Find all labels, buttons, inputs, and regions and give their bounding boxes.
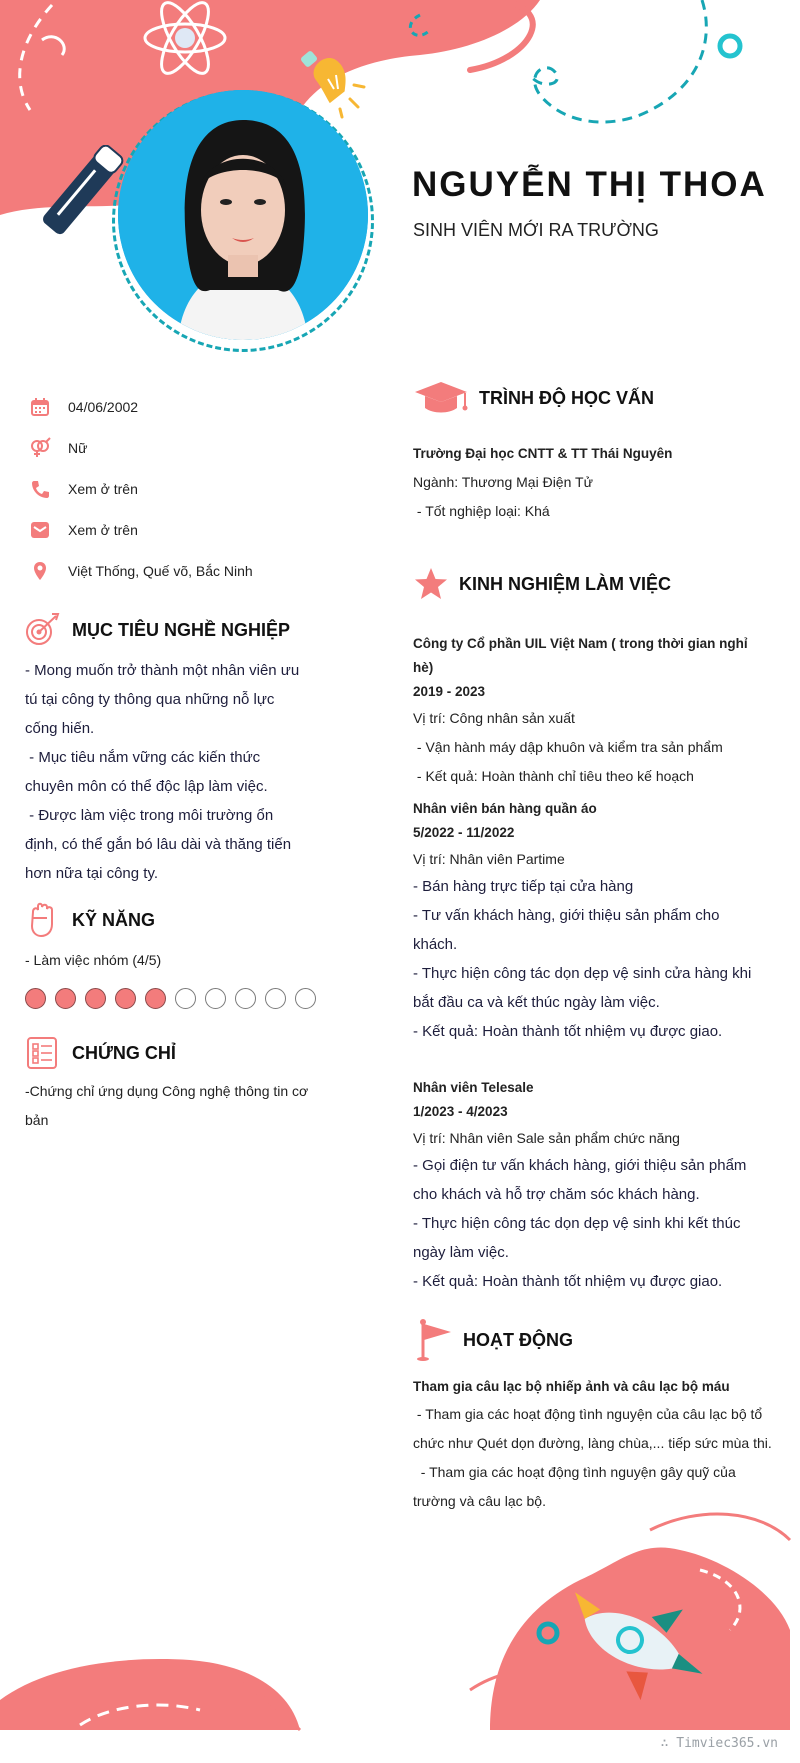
education-content <box>413 442 768 523</box>
job-entry <box>413 632 768 788</box>
email-icon <box>28 518 52 542</box>
job-company: Nhân viên bán hàng quần áo <box>413 801 597 816</box>
phone-icon <box>28 477 52 501</box>
rating-dot <box>295 988 316 1009</box>
major: Ngành: Thương Mại Điện Tử <box>413 474 593 490</box>
job-detail: - Tư vấn khách hàng, giới thiệu sản phẩm cho <box>413 907 720 924</box>
objective-line: - Mục tiêu nắm vững các kiến thức <box>25 749 261 766</box>
candidate-role: SINH VIÊN MỚI RA TRƯỜNG <box>413 220 659 240</box>
job-position: Vị trí: Nhân viên Partime <box>413 851 565 867</box>
contact-text: 04/06/2002 <box>68 398 139 415</box>
activity-heading: Tham gia câu lạc bộ nhiếp ảnh và câu lạc bộ máu <box>413 1379 730 1394</box>
contact-address <box>28 550 328 591</box>
objective-text <box>25 656 325 888</box>
objective-line: hơn nữa tại công ty. <box>25 865 159 882</box>
flag-icon <box>413 1320 453 1360</box>
objective-line: cống hiến. <box>25 720 95 737</box>
section-title: MỤC TIÊU NGHỀ NGHIỆP <box>72 619 291 640</box>
job-detail: - Gọi điện tư vấn khách hàng, giới thiệu sản phẩm <box>413 1157 747 1174</box>
contact-gender <box>28 427 328 468</box>
atom-icon <box>140 0 230 80</box>
section-title: CHỨNG CHỈ <box>72 1042 176 1063</box>
job-entry <box>413 1076 768 1296</box>
location-icon <box>28 559 52 583</box>
rating-dot <box>265 988 286 1009</box>
job-period: 5/2022 - 11/2022 <box>413 825 515 840</box>
rating-dot <box>85 988 106 1009</box>
job-detail: cho khách và hỗ trợ chăm sóc khách hàng. <box>413 1186 700 1203</box>
contact-text: Xem ở trên <box>68 521 138 538</box>
certificates-header <box>22 1033 176 1073</box>
job-company: Nhân viên Telesale <box>413 1080 534 1095</box>
job-detail: - Kết quả: Hoàn thành chỉ tiêu theo kế hoạch <box>413 768 694 784</box>
job-company: Công ty Cổ phần UIL Việt Nam ( trong thời gian nghỉ hè) <box>413 636 748 675</box>
contact-email <box>28 509 328 550</box>
activities-header <box>413 1320 573 1360</box>
contact-birthday <box>28 386 328 427</box>
calendar-icon <box>28 395 52 419</box>
certificate-line: -Chứng chỉ ứng dụng Công nghệ thông tin cơ <box>25 1083 309 1099</box>
job-period: 2019 - 2023 <box>413 684 486 699</box>
certificates-text <box>25 1077 325 1135</box>
skills-header <box>22 900 155 940</box>
objective-header <box>22 610 290 650</box>
skill-label: - Làm việc nhóm (4/5) <box>25 952 162 968</box>
candidate-name: NGUYỄN THỊ THOA <box>412 165 767 204</box>
job-detail: - Thực hiện công tác dọn dẹp vệ sinh khi kết thúc <box>413 1215 741 1232</box>
education-header <box>413 378 654 418</box>
job-position: Vị trí: Nhân viên Sale sản phẩm chức năng <box>413 1130 680 1146</box>
graduation-cap-icon <box>413 378 469 418</box>
contact-phone <box>28 468 328 509</box>
job-detail: ngày làm việc. <box>413 1244 509 1261</box>
job-period: 1/2023 - 4/2023 <box>413 1104 508 1119</box>
watermark: ∴ Timviec365.vn <box>660 1736 778 1751</box>
job-detail: - Kết quả: Hoàn thành tốt nhiệm vụ được giao. <box>413 1273 723 1290</box>
activity-line: - Tham gia các hoạt động tình nguyện của câu lạc bộ tổ <box>413 1406 763 1422</box>
section-title: KINH NGHIỆM LÀM VIỆC <box>459 573 672 594</box>
rating-dot <box>205 988 226 1009</box>
star-icon <box>413 564 449 604</box>
job-entry <box>413 797 768 1046</box>
job-detail: - Thực hiện công tác dọn dẹp vệ sinh cửa hàng khi <box>413 965 752 982</box>
contact-text: Nữ <box>68 439 88 456</box>
job-detail: - Vận hành máy dập khuôn và kiểm tra sản phẩm <box>413 739 723 755</box>
rating-dot <box>145 988 166 1009</box>
target-icon <box>22 610 62 650</box>
experience-header <box>413 564 671 604</box>
rating-dot <box>235 988 256 1009</box>
grade: - Tốt nghiệp loại: Khá <box>413 503 550 519</box>
rating-dot <box>175 988 196 1009</box>
activity-line: chức như Quét dọn đường, làng chùa,... tiếp sức mùa thi. <box>413 1435 772 1451</box>
rating-dot <box>25 988 46 1009</box>
activities-content <box>413 1375 773 1516</box>
section-title: TRÌNH ĐỘ HỌC VẤN <box>479 387 654 408</box>
job-detail: khách. <box>413 936 458 953</box>
section-title: HOẠT ĐỘNG <box>463 1329 573 1350</box>
activity-line: - Tham gia các hoạt động tình nguyện gây quỹ của <box>413 1464 736 1480</box>
objective-line: định, có thể gắn bó lâu dài và thăng tiến <box>25 836 292 853</box>
bottom-decoration <box>0 1500 800 1763</box>
checklist-icon <box>22 1033 62 1073</box>
school-name: Trường Đại học CNTT & TT Thái Nguyên <box>413 446 673 461</box>
rating-dot <box>55 988 76 1009</box>
objective-line: tú tại công ty thông qua những nỗ lực <box>25 691 275 708</box>
skill-rating <box>25 988 316 1009</box>
objective-line: - Mong muốn trở thành một nhân viên ưu <box>25 662 300 679</box>
rating-dot <box>115 988 136 1009</box>
objective-line: chuyên môn có thể độc lập làm việc. <box>25 778 268 795</box>
job-detail: bắt đầu ca và kết thúc ngày làm việc. <box>413 994 660 1011</box>
gender-icon <box>28 436 52 460</box>
activity-line: trường và câu lạc bộ. <box>413 1493 546 1509</box>
objective-line: - Được làm việc trong môi trường ổn <box>25 807 274 824</box>
fist-icon <box>22 900 62 940</box>
job-detail: - Kết quả: Hoàn thành tốt nhiệm vụ được giao. <box>413 1023 723 1040</box>
job-detail: - Bán hàng trực tiếp tại cửa hàng <box>413 878 634 895</box>
certificate-line: bản <box>25 1112 49 1128</box>
job-position: Vị trí: Công nhân sản xuất <box>413 710 575 726</box>
contact-text: Xem ở trên <box>68 480 138 497</box>
contact-info <box>28 386 328 591</box>
profile-photo <box>118 90 368 340</box>
section-title: KỸ NĂNG <box>72 909 156 930</box>
contact-text: Việt Thống, Quế võ, Bắc Ninh <box>68 562 253 579</box>
